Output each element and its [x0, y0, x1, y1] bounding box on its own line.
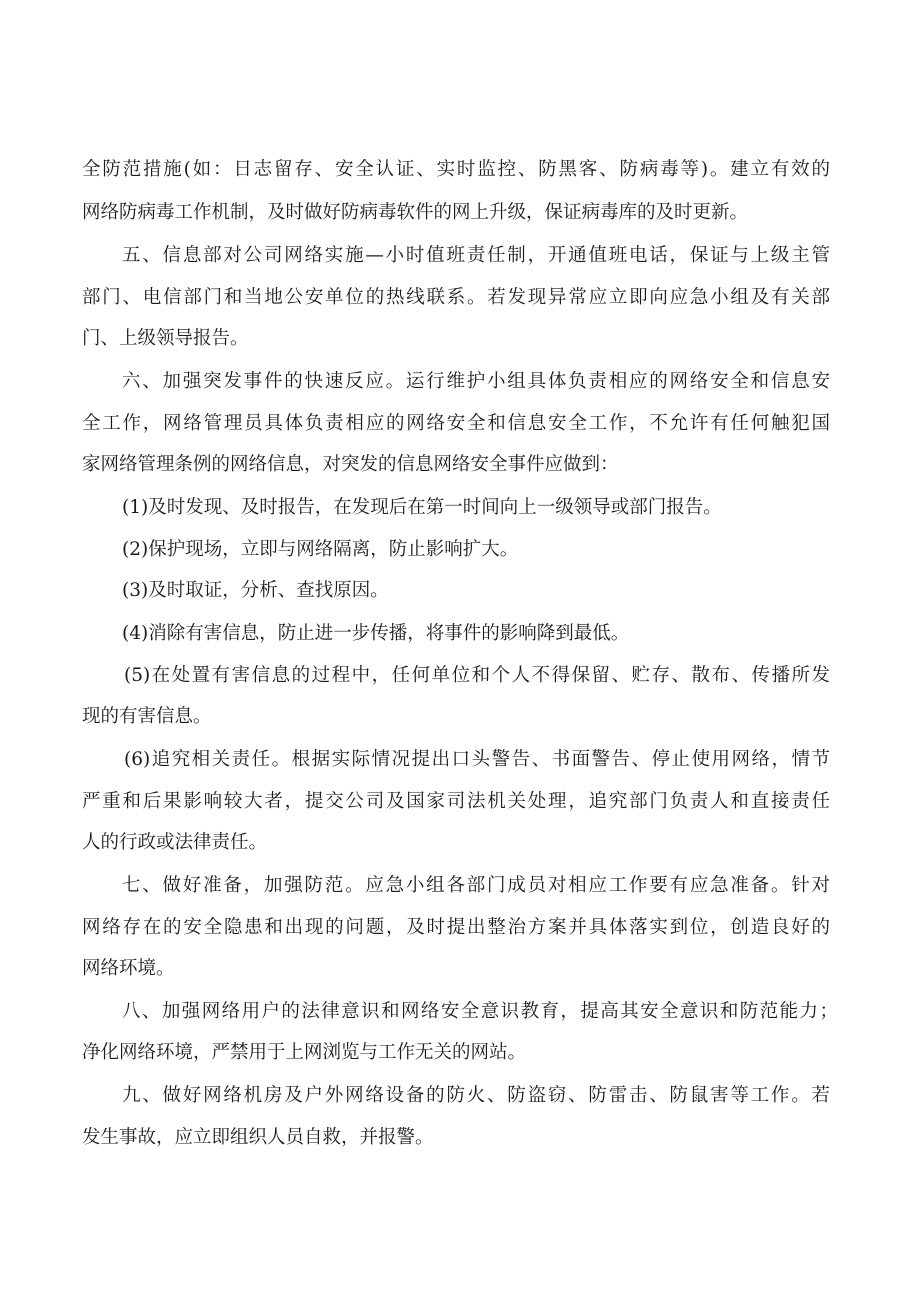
text-line: 严重和后果影响较大者，提交公司及国家司法机关处理，追究部门负责人和直接责任	[82, 791, 830, 812]
paragraph-5-line: 五、信息部对公司网络实施—小时值班责任制，开通值班电话，保证与上级主管	[122, 245, 830, 266]
text-line: 全工作，网络管理员具体负责相应的网络安全和信息安全工作，不允许有任何触犯国	[82, 413, 830, 434]
paragraph-6-line: 六、加强突发事件的快速反应。运行维护小组具体负责相应的网络安全和信息安	[122, 371, 830, 392]
text-line: 网络存在的安全隐患和出现的问题，及时提出整治方案并具体落实到位，创造良好的	[82, 917, 830, 938]
text-line: 发生事故，应立即组织人员自救，并报警。	[82, 1127, 434, 1148]
list-item-5: (5)在处置有害信息的过程中，任何单位和个人不得保留、贮存、散布、传播所发	[124, 665, 830, 686]
list-item-6: (6)追究相关责任。根据实际情况提出口头警告、书面警告、停止使用网络，情节	[124, 749, 830, 770]
text-line: 网络防病毒工作机制，及时做好防病毒软件的网上升级，保证病毒库的及时更新。	[82, 202, 749, 223]
text-line: 网络环境。	[82, 958, 175, 979]
text-line: 家网络管理条例的网络信息，对突发的信息网络安全事件应做到：	[82, 454, 619, 475]
list-item-4: (4)消除有害信息，防止进一步传播，将事件的影响降到最低。	[122, 623, 630, 644]
text-line: 人的行政或法律责任。	[82, 832, 268, 853]
paragraph-9-line: 九、做好网络机房及户外网络设备的防火、防盗窃、防雷击、防鼠害等工作。若	[122, 1085, 830, 1106]
text-line: 部门、电信部门和当地公安单位的热线联系。若发现异常应立即向应急小组及有关部	[82, 287, 830, 308]
text-line: 门、上级领导报告。	[82, 328, 249, 349]
list-item-1: (1)及时发现、及时报告，在发现后在第一时间向上一级领导或部门报告。	[122, 497, 722, 518]
text-line: 净化网络环境，严禁用于上网浏览与工作无关的网站。	[82, 1042, 527, 1063]
list-item-2: (2)保护现场，立即与网络隔离，防止影响扩大。	[122, 539, 519, 560]
paragraph-7-line: 七、做好准备，加强防范。应急小组各部门成员对相应工作要有应急准备。针对	[122, 875, 830, 896]
text-line: 全防范措施(如：日志留存、安全认证、实时监控、防黑客、防病毒等)。建立有效的	[82, 159, 830, 180]
list-item-3: (3)及时取证，分析、查找原因。	[122, 580, 389, 601]
text-line: 现的有害信息。	[82, 706, 212, 727]
paragraph-8-line: 八、加强网络用户的法律意识和网络安全意识教育，提高其安全意识和防范能力；	[122, 1001, 838, 1022]
